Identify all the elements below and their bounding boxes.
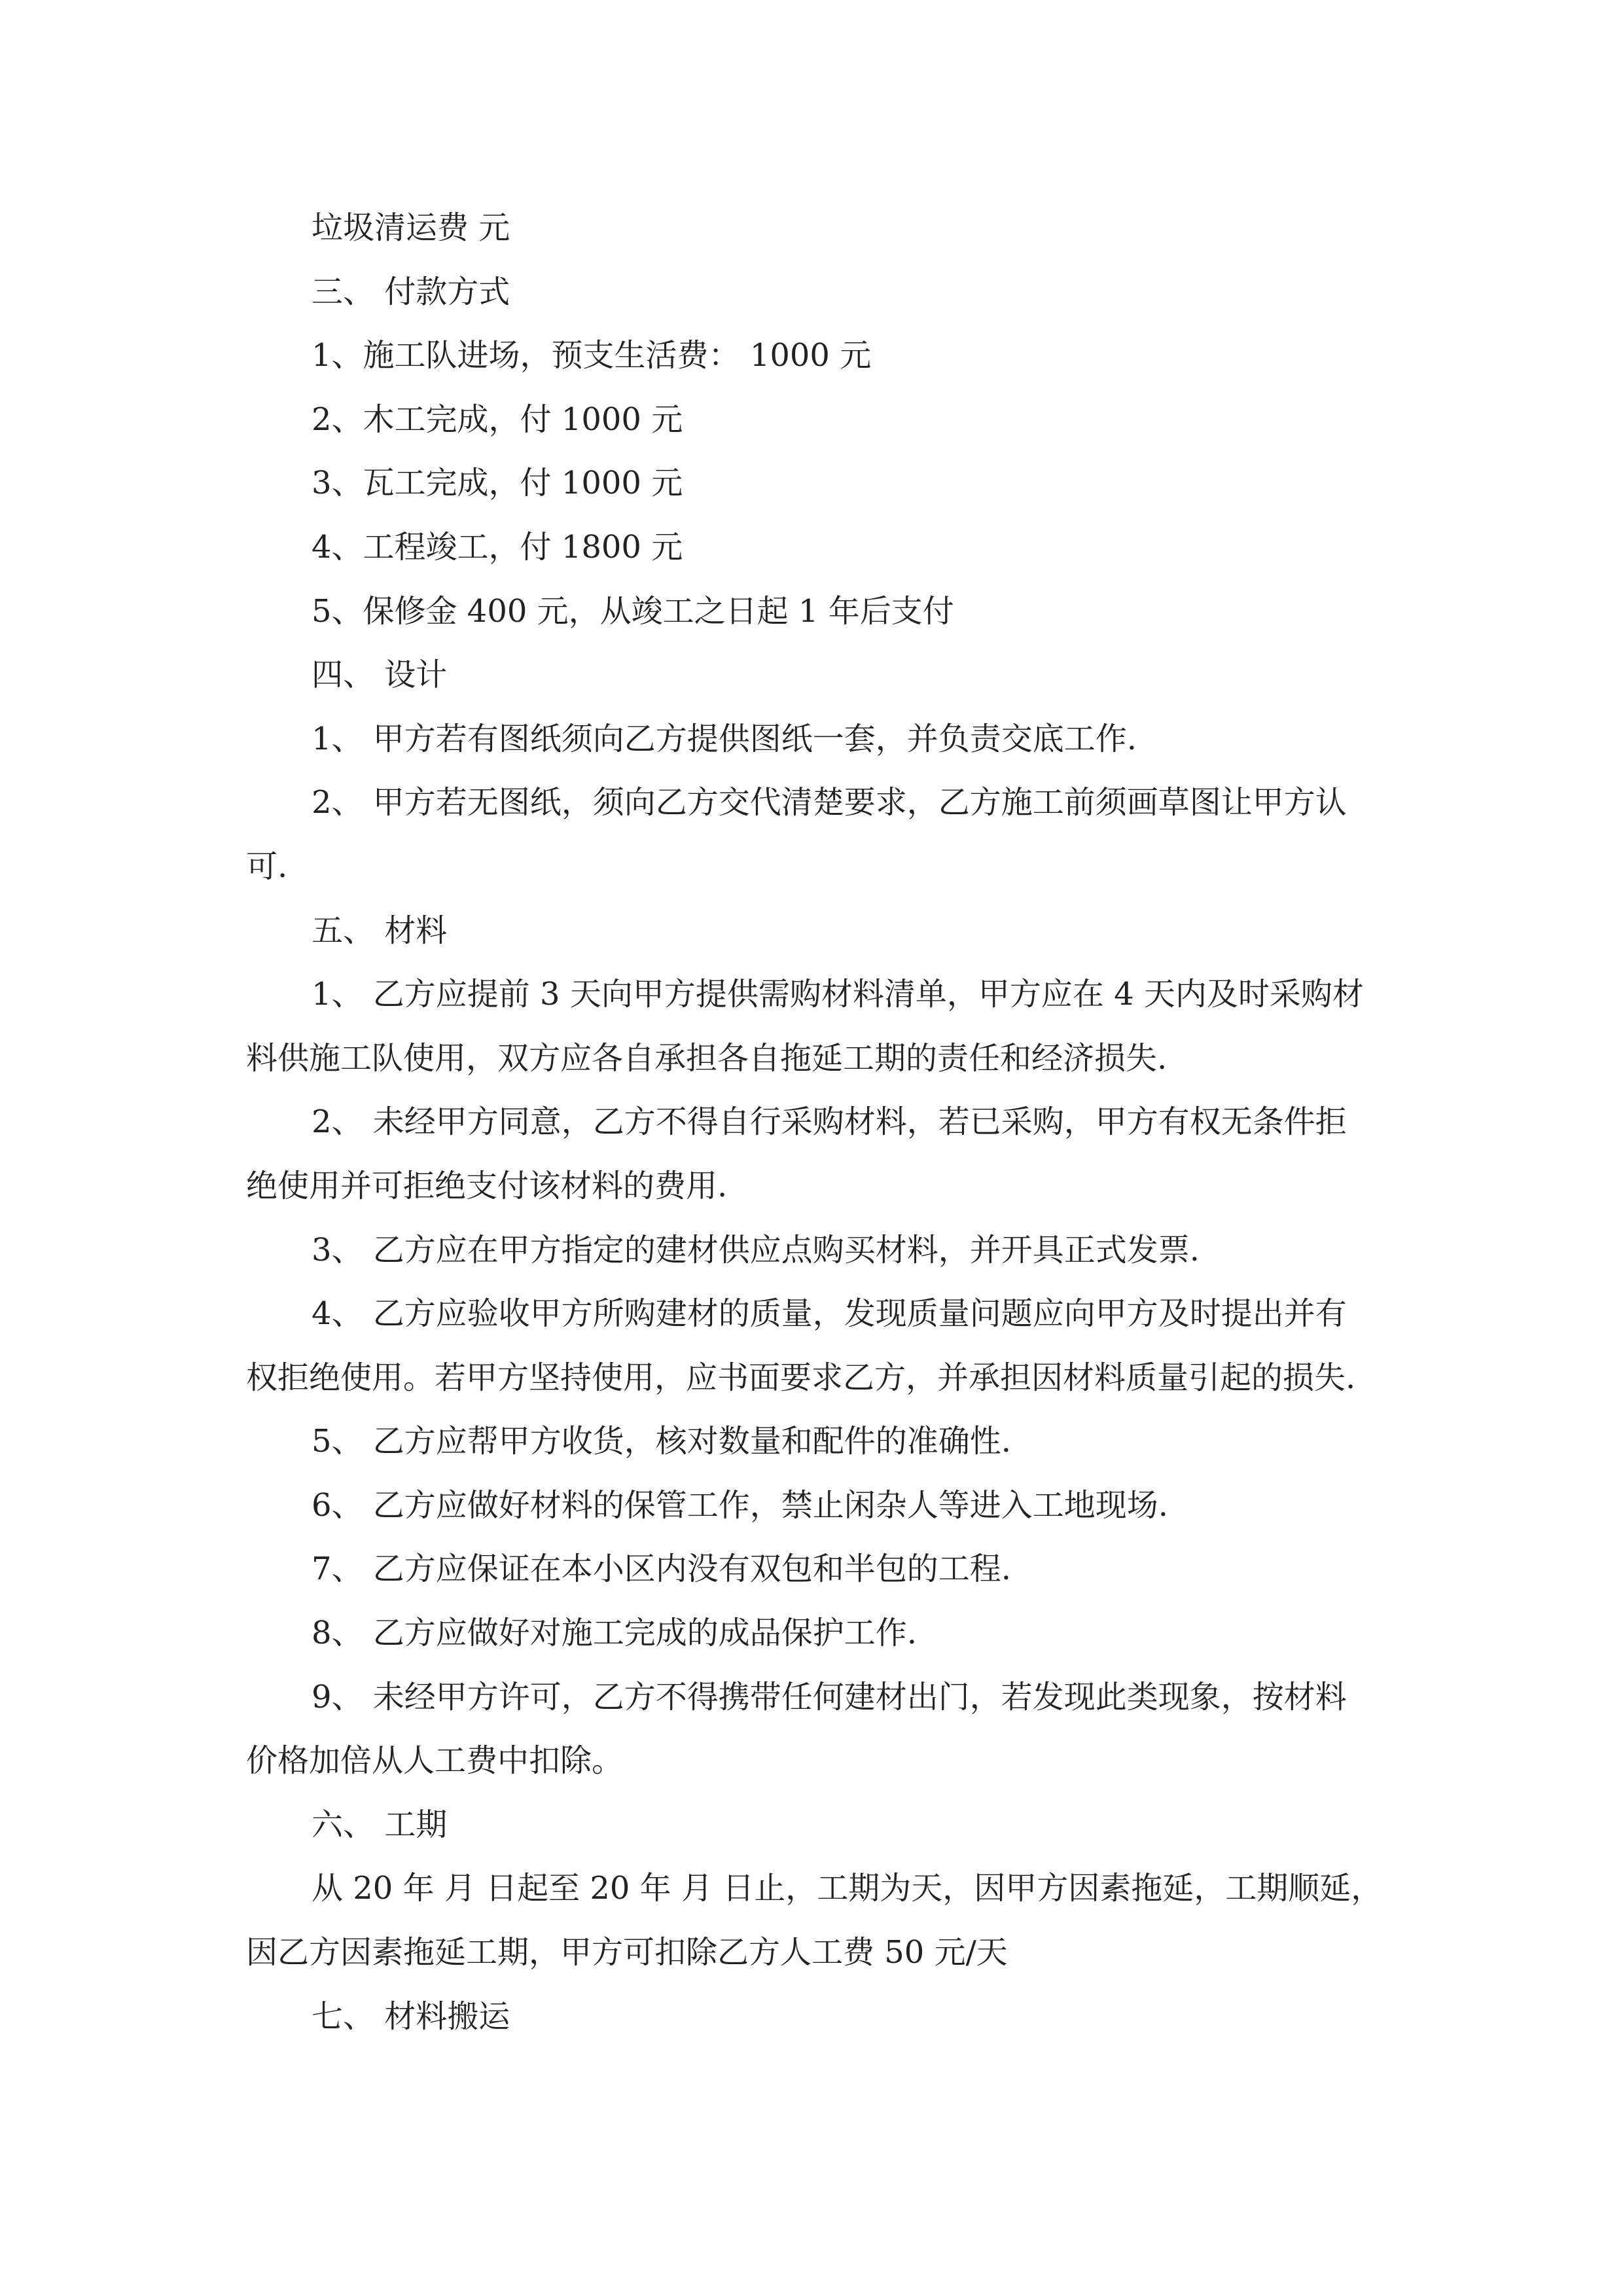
text-line: 9、 未经甲方许可，乙方不得携带任何建材出门，若发现此类现象，按材料 bbox=[312, 1678, 1347, 1715]
text-line: 6、 乙方应做好材料的保管工作，禁止闲杂人等进入工地现场. bbox=[312, 1486, 1169, 1524]
text-line: 3、瓦工完成，付 1000 元 bbox=[312, 465, 683, 502]
text-line: 3、 乙方应在甲方指定的建材供应点购买材料，并开具正式发票. bbox=[312, 1231, 1200, 1268]
text-line: 4、工程竣工，付 1800 元 bbox=[312, 528, 683, 565]
text-line: 六、 工期 bbox=[312, 1806, 448, 1843]
text-line: 垃圾清运费 元 bbox=[312, 209, 510, 246]
text-line: 料供施工队使用，双方应各自承担各自拖延工期的责任和经济损失. bbox=[246, 1039, 1168, 1077]
text-line: 价格加倍从人工费中扣除。 bbox=[246, 1742, 624, 1780]
text-line: 2、 未经甲方同意，乙方不得自行采购材料，若已采购，甲方有权无条件拒 bbox=[312, 1103, 1347, 1141]
text-line: 4、 乙方应验收甲方所购建材的质量，发现质量问题应向甲方及时提出并有 bbox=[312, 1295, 1347, 1333]
text-line: 7、 乙方应保证在本小区内没有双包和半包的工程. bbox=[312, 1551, 1012, 1588]
text-line: 七、 材料搬运 bbox=[312, 1998, 510, 2035]
text-line: 1、施工队进场，预支生活费： 1000 元 bbox=[312, 337, 872, 374]
text-line: 从 20 年 月 日起至 20 年 月 日止，工期为天，因甲方因素拖延，工期顺延， bbox=[312, 1870, 1383, 1907]
text-line: 2、木工完成，付 1000 元 bbox=[312, 401, 683, 438]
text-line: 四、 设计 bbox=[312, 656, 448, 694]
text-line: 绝使用并可拒绝支付该材料的费用. bbox=[246, 1167, 728, 1204]
text-line: 1、 乙方应提前 3 天向甲方提供需购材料清单，甲方应在 4 天内及时采购材 bbox=[312, 976, 1364, 1013]
text-line: 因乙方因素拖延工期，甲方可扣除乙方人工费 50 元/天 bbox=[246, 1934, 1008, 1971]
text-line: 五、 材料 bbox=[312, 912, 448, 949]
text-line: 1、 甲方若有图纸须向乙方提供图纸一套，并负责交底工作. bbox=[312, 720, 1137, 757]
text-line: 权拒绝使用。若甲方坚持使用，应书面要求乙方，并承担因材料质量引起的损失. bbox=[246, 1359, 1356, 1396]
text-line: 可. bbox=[246, 848, 288, 885]
text-line: 8、 乙方应做好对施工完成的成品保护工作. bbox=[312, 1615, 918, 1652]
text-line: 2、 甲方若无图纸，须向乙方交代清楚要求，乙方施工前须画草图让甲方认 bbox=[312, 784, 1347, 821]
text-line: 5、 乙方应帮甲方收货，核对数量和配件的准确性. bbox=[312, 1423, 1012, 1460]
text-line: 三、 付款方式 bbox=[312, 273, 510, 310]
contract-text-body bbox=[246, 196, 1398, 2049]
text-line: 5、保修金 400 元，从竣工之日起 1 年后支付 bbox=[312, 592, 954, 630]
